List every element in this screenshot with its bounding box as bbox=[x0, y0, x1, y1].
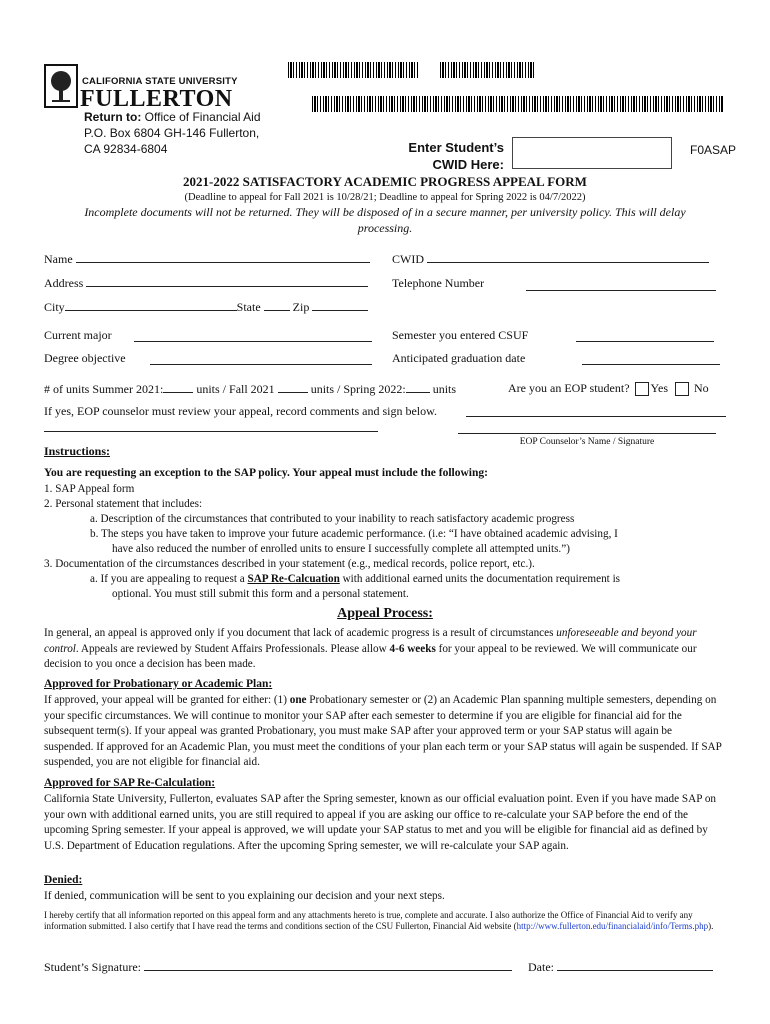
barcode-long bbox=[312, 96, 724, 112]
instruction-item-1: 1. SAP Appeal form bbox=[44, 483, 135, 495]
date-label: Date: bbox=[528, 960, 554, 974]
degree-objective-field[interactable] bbox=[150, 364, 372, 365]
cwid-field[interactable] bbox=[392, 252, 709, 267]
eop-signature-line[interactable] bbox=[458, 433, 716, 434]
denied-heading: Denied: bbox=[44, 874, 83, 886]
certification-text bbox=[44, 910, 724, 932]
eop-comments-line2[interactable] bbox=[44, 431, 378, 432]
form-code: F0ASAP bbox=[690, 143, 737, 157]
units-label: units bbox=[432, 382, 457, 396]
instruction-item-2b-cont: have also reduced the number of enrolled units to ensure I successfully complete all attempted units.”) bbox=[112, 543, 570, 555]
appeal-intro-text2: . Appeals are reviewed by Student Affairs Professionals. Please allow bbox=[75, 642, 390, 655]
instructions-intro: You are requesting an exception to the SAP policy. Your appeal must include the following: bbox=[44, 467, 488, 479]
eop-yes-label: Yes bbox=[650, 381, 668, 395]
city-state-zip-field[interactable] bbox=[44, 300, 368, 315]
semester-entered-field[interactable] bbox=[576, 341, 714, 342]
anticipated-grad-label: Anticipated graduation date bbox=[392, 351, 526, 365]
cwid-box[interactable] bbox=[512, 137, 672, 169]
units-spring-label: units / Spring 2022: bbox=[310, 382, 406, 396]
telephone-field[interactable] bbox=[526, 290, 716, 291]
certification-body: I hereby certify that all information reported on this appeal form and any attachments hereto is true, complete and accurate. I also authorize the Office of Financial Aid to verify any information submitted. I also certify that I have read the terms and conditions section of the CSU Fullerton, Financial Aid website ( bbox=[44, 910, 693, 931]
city-label: City bbox=[44, 300, 65, 314]
name-field[interactable] bbox=[44, 252, 370, 267]
telephone-label: Telephone Number bbox=[392, 276, 485, 290]
instruction-item-3a-text-end: with additional earned units the documentation requirement is bbox=[339, 573, 621, 585]
campus-name: FULLERTON bbox=[80, 86, 233, 112]
probation-one: one bbox=[289, 694, 307, 706]
denied-text: If denied, communication will be sent to you explaining our decision and your next steps. bbox=[44, 890, 445, 902]
probation-heading: Approved for Probationary or Academic Plan: bbox=[44, 678, 273, 690]
name-label: Name bbox=[44, 252, 73, 266]
student-signature-label: Student’s Signature: bbox=[44, 960, 141, 974]
zip-label: Zip bbox=[292, 300, 310, 314]
return-to-label: Return to: bbox=[84, 110, 142, 124]
probation-text-b: Probationary semester or (2) an Academic Plan spanning multiple semesters, depending on your specific circumstances. We will continue to monitor your SAP after each semester to determine if you are eligible for financial aid for the subsequent term(s). If your appeal was granted Probationary, you must make SAP after your approved term or your SAP status will again be suspended. If approved for an Academic Plan, you must meet the conditions of your plan each term or your SAP status will again be suspended. If SAP suspended, you are not eligible for financial aid. bbox=[44, 694, 722, 768]
appeal-intro-emphasis: unforeseeable and beyond your control bbox=[44, 627, 697, 655]
units-summer-label: # of units Summer 2021: bbox=[44, 382, 164, 396]
appeal-review-time: 4-6 weeks bbox=[389, 642, 436, 655]
university-name: CALIFORNIA STATE UNIVERSITY bbox=[82, 76, 238, 87]
barcode-top-left bbox=[288, 62, 418, 78]
warning-note: Incomplete documents will not be returned. They will be disposed of in a secure manner, per university policy. This will delay processing. bbox=[84, 205, 686, 235]
return-to bbox=[84, 110, 261, 124]
units-fall-label: units / Fall 2021 bbox=[196, 382, 275, 396]
instruction-item-2b: b. The steps you have taken to improve your future academic performance. (i.e: “I have obtained academic advising, I bbox=[90, 528, 618, 540]
current-major-label: Current major bbox=[44, 328, 112, 342]
address-line1: P.O. Box 6804 GH-146 Fullerton, bbox=[84, 126, 260, 140]
probation-text-a: If approved, your appeal will be granted for either: (1) bbox=[44, 694, 290, 706]
instruction-item-3a-cont: optional. You must still submit this form and a personal statement. bbox=[112, 588, 409, 600]
deadline-note: (Deadline to appeal for Fall 2021 is 10/28/21; Deadline to appeal for Spring 2022 is 04/7/2022) bbox=[184, 192, 586, 203]
sap-recalc-term: SAP Re-Calcuation bbox=[247, 573, 340, 585]
eop-question: Are you an EOP student? bbox=[508, 381, 630, 395]
return-to-value: Office of Financial Aid bbox=[144, 110, 261, 124]
appeal-intro bbox=[44, 626, 724, 673]
address-field[interactable] bbox=[44, 276, 368, 291]
eop-yes-checkbox[interactable] bbox=[635, 382, 649, 396]
terms-link[interactable]: http://www.fullerton.edu/financialaid/info/Terms.php bbox=[516, 921, 709, 931]
state-label: State bbox=[236, 300, 261, 314]
address-label: Address bbox=[44, 276, 84, 290]
form-title: 2021-2022 SATISFACTORY ACADEMIC PROGRESS APPEAL FORM bbox=[183, 174, 587, 189]
cwid-prompt bbox=[380, 139, 504, 173]
tree-icon bbox=[46, 66, 76, 106]
cwid-label: CWID bbox=[392, 252, 424, 266]
eop-row bbox=[508, 381, 709, 396]
degree-objective-label: Degree objective bbox=[44, 351, 126, 365]
appeal-intro-text3: for your appeal to be reviewed. We will communicate our decision to you once a decision has been made. bbox=[44, 642, 697, 670]
anticipated-grad-field[interactable] bbox=[582, 364, 720, 365]
eop-no-label: No bbox=[694, 381, 709, 395]
eop-signature-label: EOP Counselor’s Name / Signature bbox=[519, 437, 655, 447]
barcode-top-right bbox=[440, 62, 534, 78]
instruction-item-2a: a. Description of the circumstances that contributed to your inability to reach satisfactory academic progress bbox=[90, 513, 575, 525]
instruction-item-3a bbox=[44, 572, 734, 587]
instructions-list bbox=[44, 482, 734, 602]
eop-review-note: If yes, EOP counselor must review your appeal, record comments and sign below. bbox=[44, 404, 438, 418]
probation-text bbox=[44, 693, 724, 771]
units-row[interactable] bbox=[44, 382, 456, 397]
address-line2: CA 92834-6804 bbox=[84, 142, 168, 156]
csuf-seal bbox=[44, 64, 78, 108]
current-major-field[interactable] bbox=[134, 341, 372, 342]
cwid-prompt-line2: CWID Here: bbox=[432, 157, 504, 172]
appeal-intro-text: In general, an appeal is approved only if you document that lack of academic progress is a result of circumstances bbox=[44, 627, 557, 639]
certification-end: ). bbox=[708, 921, 714, 931]
instruction-item-3a-text: a. If you are appealing to request a bbox=[90, 573, 248, 585]
instruction-item-2: 2. Personal statement that includes: bbox=[44, 498, 203, 510]
date-field[interactable] bbox=[528, 960, 713, 975]
instructions-heading: Instructions: bbox=[44, 444, 111, 458]
eop-comments-line1[interactable] bbox=[466, 416, 726, 417]
recalc-heading: Approved for SAP Re-Calculation: bbox=[44, 777, 216, 789]
recalc-text: California State University, Fullerton, evaluates SAP after the Spring semester, known as our official evaluation point. Even if you have made SAP on your own with additional earned units, you are still required to appeal if you are asking our office to re-calculate your SAP before the end of the upcoming Spring semester. If your appeal is approved, we will update your SAP status to met and you will be eligible for financial aid as defined by U.S. Department of Education regulations. After the upcoming Spring semester, we will re-calculate your SAP again. bbox=[44, 793, 717, 852]
appeal-heading: Appeal Process: bbox=[337, 606, 433, 621]
instruction-item-3: 3. Documentation of the circumstances described in your statement (e.g., medical records, police report, etc.). bbox=[44, 558, 535, 570]
student-signature-field[interactable] bbox=[44, 960, 512, 975]
eop-no-checkbox[interactable] bbox=[675, 382, 689, 396]
cwid-prompt-line1: Enter Student’s bbox=[408, 140, 504, 155]
semester-entered-label: Semester you entered CSUF bbox=[392, 328, 529, 342]
